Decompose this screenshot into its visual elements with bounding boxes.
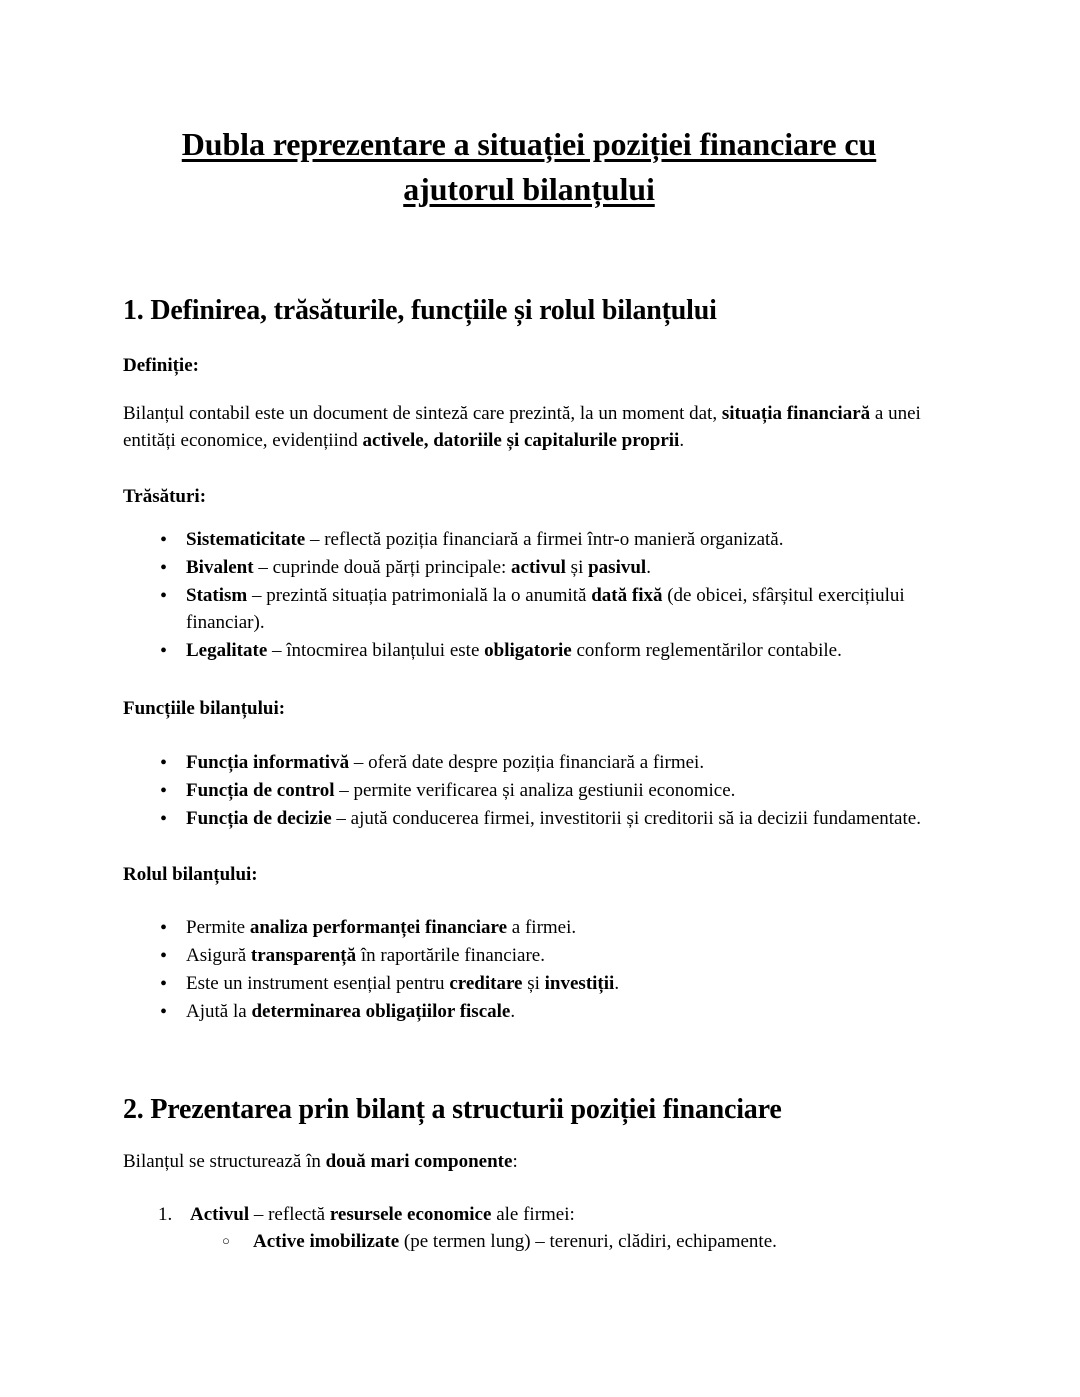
list-functii [123,750,935,833]
subheading-rolul-bilantului: Rolul bilanțului: [123,863,258,885]
sub-list-item: ○ Active imobilizate (pe termen lung) – terenuri, clădiri, echipamente. [190,1229,935,1256]
ordered-list-item [123,1202,935,1256]
list-item: • Bivalent – cuprinde două părți principale: activul și pasivul. [123,555,935,582]
subheading-trasaturi: Trăsături: [123,485,207,507]
list-trasaturi [123,527,935,665]
section-heading-2: 2. Prezentarea prin bilanț a structurii poziției financiare [123,1094,782,1126]
list-componente [123,1202,935,1256]
list-item-marker: 1. [158,1204,173,1226]
list-item: • Sistematicitate – reflectă poziția financiară a firmei într-o manieră organizată. [123,527,935,554]
sub-list [190,1229,935,1256]
list-item: • Funcția de control – permite verificarea și analiza gestiunii economice. [123,778,935,805]
list-item: • Funcția de decizie – ajută conducerea firmei, investitorii și creditorii să ia decizii fundamentate. [123,806,935,833]
page-title: Dubla reprezentare a situației poziției financiare cu ajutorul bilanțului [181,126,877,208]
section-heading-1: 1. Definirea, trăsăturile, funcțiile și rolul bilanțului [123,294,717,326]
subheading-functiile-bilantului: Funcțiile bilanțului: [123,698,286,720]
list-item: • Asigură transparență în raportările financiare. [123,943,935,970]
list-item: • Funcția informativă – oferă date despre poziția financiară a firmei. [123,750,935,777]
list-item: • Statism – prezintă situația patrimonială la o anumită dată fixă (de obicei, sfârșitul exercițiului financiar). [123,583,935,637]
list-item: • Ajută la determinarea obligațiilor fiscale. [123,999,935,1026]
list-item: • Permite analiza performanței financiare a firmei. [123,915,935,942]
list-item: • Este un instrument esențial pentru creditare și investiții. [123,971,935,998]
list-rol [123,915,935,1026]
list-item-text: Activul – reflectă resursele economice ale firmei: [190,1204,575,1226]
paragraph-structura: Bilanțul se structurează în două mari componente: [123,1151,518,1173]
paragraph-definitie: Bilanțul contabil este un document de sinteză care prezintă, la un moment dat, situația financiară a unei entități economice, evidențiind activele, datoriile și capitalurile proprii. [123,402,921,451]
document-content [123,0,935,1256]
subheading-definitie: Definiție: [123,354,199,376]
list-item: • Legalitate – întocmirea bilanțului este obligatorie conform reglementărilor contabile. [123,638,935,665]
